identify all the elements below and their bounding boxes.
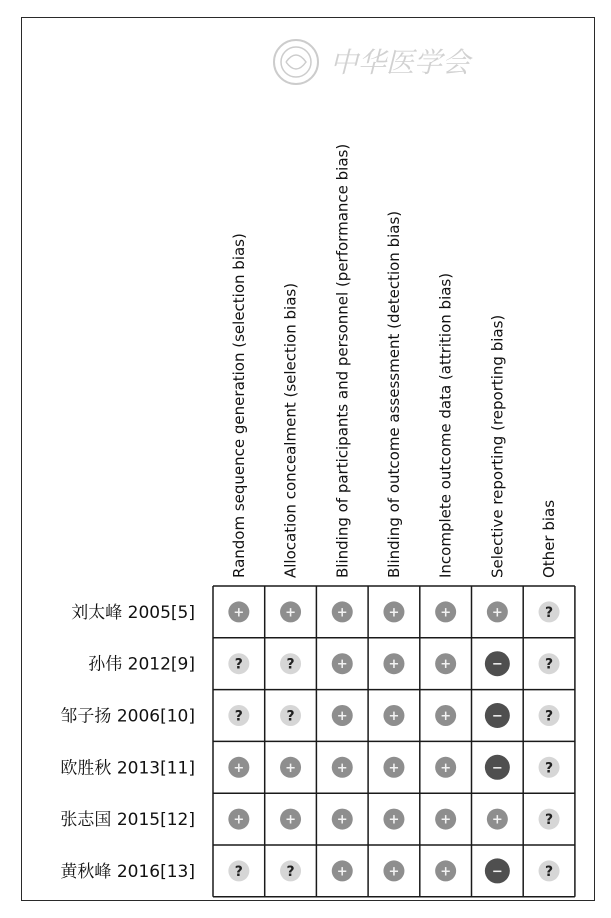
risk-symbol: + (336, 864, 348, 880)
risk-cell-high (485, 651, 510, 676)
risk-cell-low (383, 601, 404, 622)
risk-cell-low (228, 809, 249, 830)
risk-cell-low (383, 860, 404, 881)
risk-cell-low (332, 601, 353, 622)
risk-symbol: + (285, 760, 297, 776)
risk-symbol: ? (234, 708, 243, 725)
risk-symbol: ? (544, 863, 554, 880)
risk-symbol: − (491, 657, 503, 673)
risk-symbol: − (491, 709, 503, 724)
risk-cell-unclear (228, 653, 249, 674)
column-label-4: Blinding of outcome assessment (detection bias) (384, 210, 403, 578)
risk-cell-unclear (539, 860, 560, 881)
risk-symbol: ? (234, 656, 243, 673)
risk-cell-unclear (539, 601, 560, 622)
column-label-3: Blinding of participants and personnel (performance bias) (333, 143, 352, 578)
risk-symbol: + (336, 657, 348, 673)
column-labels (230, 144, 558, 578)
study-label: 欧胜秋 2013[11] (60, 758, 195, 779)
study-label: 黄秋峰 2016[13] (60, 861, 195, 882)
risk-cell-low (332, 705, 353, 726)
risk-cell-unclear (228, 860, 249, 881)
risk-symbol: + (233, 812, 245, 828)
risk-symbol: ? (544, 604, 554, 621)
risk-cell-low (332, 653, 353, 674)
risk-symbol: + (440, 760, 452, 776)
risk-cell-high (485, 703, 510, 728)
column-label-1: Random sequence generation (selection bias) (229, 233, 248, 578)
risk-symbol: + (491, 812, 503, 828)
risk-symbol: + (491, 605, 503, 621)
risk-symbol: + (285, 812, 297, 828)
risk-cell-low (435, 705, 456, 726)
risk-symbol: + (388, 812, 400, 828)
risk-cell-low (280, 601, 301, 622)
column-label-2: Allocation concealment (selection bias) (281, 282, 300, 578)
risk-symbol: ? (286, 863, 295, 880)
risk-cell-low (383, 705, 404, 726)
risk-cell-low (332, 757, 353, 778)
risk-cell-unclear (280, 860, 301, 881)
risk-symbol: + (440, 605, 452, 621)
risk-symbol: + (388, 605, 400, 621)
risk-symbol: + (388, 760, 400, 776)
matrix-grid (213, 586, 575, 897)
risk-cell-unclear (280, 705, 301, 726)
column-label-5: Incomplete outcome data (attrition bias) (436, 272, 455, 578)
risk-cell-low (332, 860, 353, 881)
risk-symbol: ? (286, 656, 295, 673)
risk-cell-low (383, 653, 404, 674)
study-label: 邹子扬 2006[10] (60, 706, 195, 727)
risk-symbol: + (388, 657, 400, 673)
watermark-logo (274, 40, 473, 84)
risk-symbol: + (285, 605, 297, 621)
risk-cell-low (435, 757, 456, 778)
risk-symbol: + (388, 864, 400, 880)
risk-symbol: + (336, 760, 348, 776)
risk-cell-low (383, 757, 404, 778)
column-label-6: Selective reporting (reporting bias) (488, 314, 507, 578)
matrix-cells (228, 601, 559, 883)
risk-symbol: ? (544, 812, 554, 829)
risk-symbol: + (440, 657, 452, 673)
risk-symbol: − (491, 760, 503, 776)
risk-symbol: + (388, 709, 400, 724)
risk-cell-low (435, 860, 456, 881)
risk-cell-low (435, 601, 456, 622)
risk-symbol: + (336, 605, 348, 621)
study-label: 张志国 2015[12] (60, 810, 195, 831)
risk-cell-high (485, 755, 510, 780)
risk-cell-low (332, 809, 353, 830)
risk-cell-unclear (539, 757, 560, 778)
risk-symbol: ? (544, 760, 554, 777)
risk-symbol: ? (544, 708, 554, 725)
risk-symbol: + (233, 760, 245, 776)
risk-symbol: − (491, 864, 503, 880)
risk-cell-low (435, 653, 456, 674)
risk-symbol: ? (544, 656, 554, 673)
risk-symbol: + (233, 605, 245, 621)
risk-cell-low (280, 757, 301, 778)
risk-cell-low (280, 809, 301, 830)
watermark-text: 中华医学会 (330, 46, 471, 79)
study-label: 刘太峰 2005[5] (71, 602, 195, 623)
risk-cell-low (487, 809, 508, 830)
risk-cell-low (228, 757, 249, 778)
risk-cell-unclear (228, 705, 249, 726)
risk-cell-low (487, 601, 508, 622)
row-labels (60, 603, 195, 882)
risk-cell-unclear (539, 705, 560, 726)
risk-cell-low (383, 809, 404, 830)
risk-symbol: ? (286, 708, 295, 725)
risk-cell-unclear (539, 653, 560, 674)
risk-cell-low (435, 809, 456, 830)
risk-cell-low (228, 601, 249, 622)
risk-symbol: + (440, 864, 452, 880)
risk-symbol: + (336, 812, 348, 828)
risk-cell-unclear (280, 653, 301, 674)
risk-cell-unclear (539, 809, 560, 830)
column-label-7: Other bias (540, 499, 559, 578)
risk-symbol: + (336, 709, 348, 724)
risk-symbol: ? (234, 863, 243, 880)
risk-cell-high (485, 858, 510, 883)
risk-symbol: + (440, 709, 452, 724)
risk-symbol: + (440, 812, 452, 828)
study-label: 孙伟 2012[9] (88, 654, 195, 675)
